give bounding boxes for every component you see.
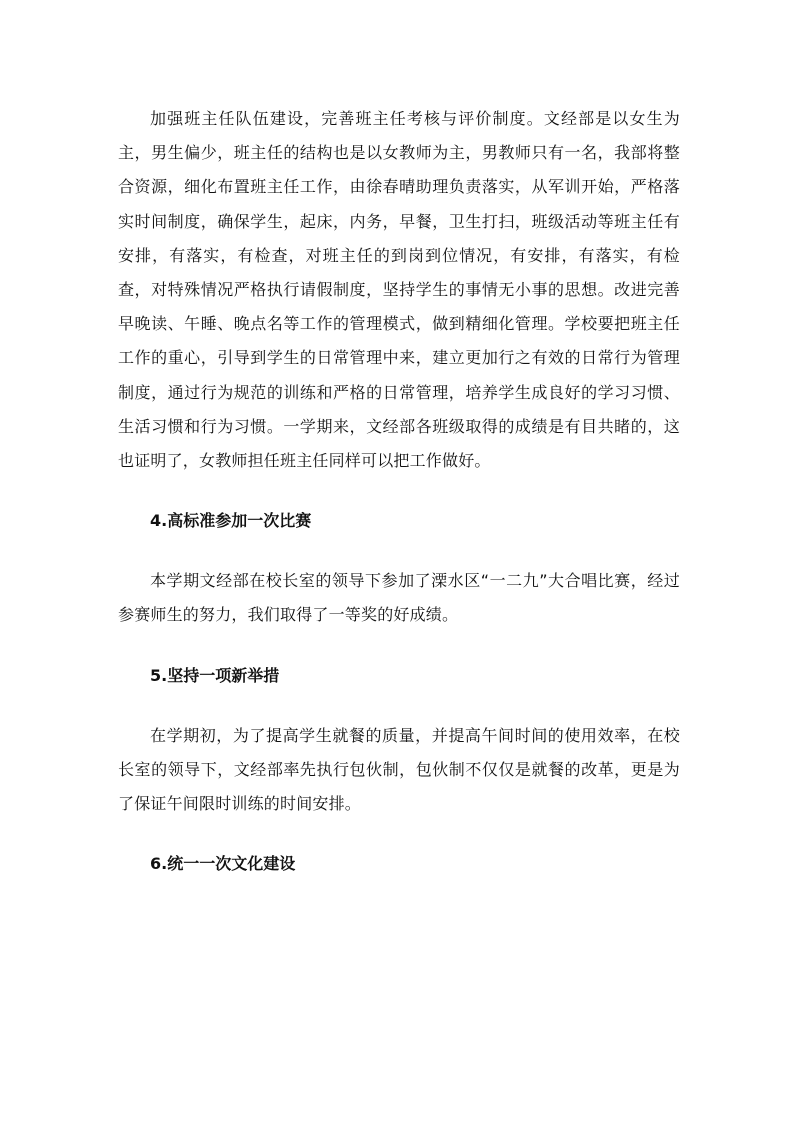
paragraph-meal-plan: 在学期初，为了提高学生就餐的质量，并提高午间时间的使用效率，在校长室的领导下，文经部率先执行包伙制，包伙制不仅仅是就餐的改革，更是为了保证午间限时训练的时间安排。 — [118, 725, 680, 814]
spacer — [118, 821, 680, 847]
spacer — [118, 633, 680, 659]
spacer — [118, 538, 680, 564]
section-heading-6: 6.统一一次文化建设 — [150, 854, 296, 874]
section-heading-5: 5.坚持一项新举措 — [150, 665, 280, 685]
paragraph-chorus-competition: 本学期文经部在校长室的领导下参加了溧水区“一二九”大合唱比赛，经过参赛师生的努力，我们取得了一等奖的好成绩。 — [118, 571, 680, 625]
paragraph-class-teacher-building: 加强班主任队伍建设，完善班主任考核与评价制度。文经部是以女生为主，男生偏少，班主任的结构也是以女教师为主，男教师只有一名，我部将整合资源，细化布置班主任工作，由徐春晴助理负责落实，从军训开始，严格落实时间制度，确保学生，起床，内务，早餐，卫生打扫，班级活动等班主任有安排，有落实，有检查，对班主任的到岗到位情况，有安排，有落实，有检查，对特殊情况严格执行请假制度，坚持学生的事情无小事的思想。改进完善早晚读、午睡、晚点名等工作的管理模式，做到精细化管理。学校要把班主任工作的重心，引导到学生的日常管理中来，建立更加行之有效的日常行为管理制度，通过行为规范的训练和严格的日常管理，培养学生成良好的学习习惯、生活习惯和行为习惯。一学期来，文经部各班级取得的成绩是有目共睹的，这也证明了，女教师担任班主任同样可以把工作做好。 — [118, 109, 680, 471]
document-body — [118, 102, 680, 881]
section-heading-4: 4.高标准参加一次比赛 — [150, 511, 312, 531]
spacer — [118, 478, 680, 504]
spacer — [118, 693, 680, 719]
